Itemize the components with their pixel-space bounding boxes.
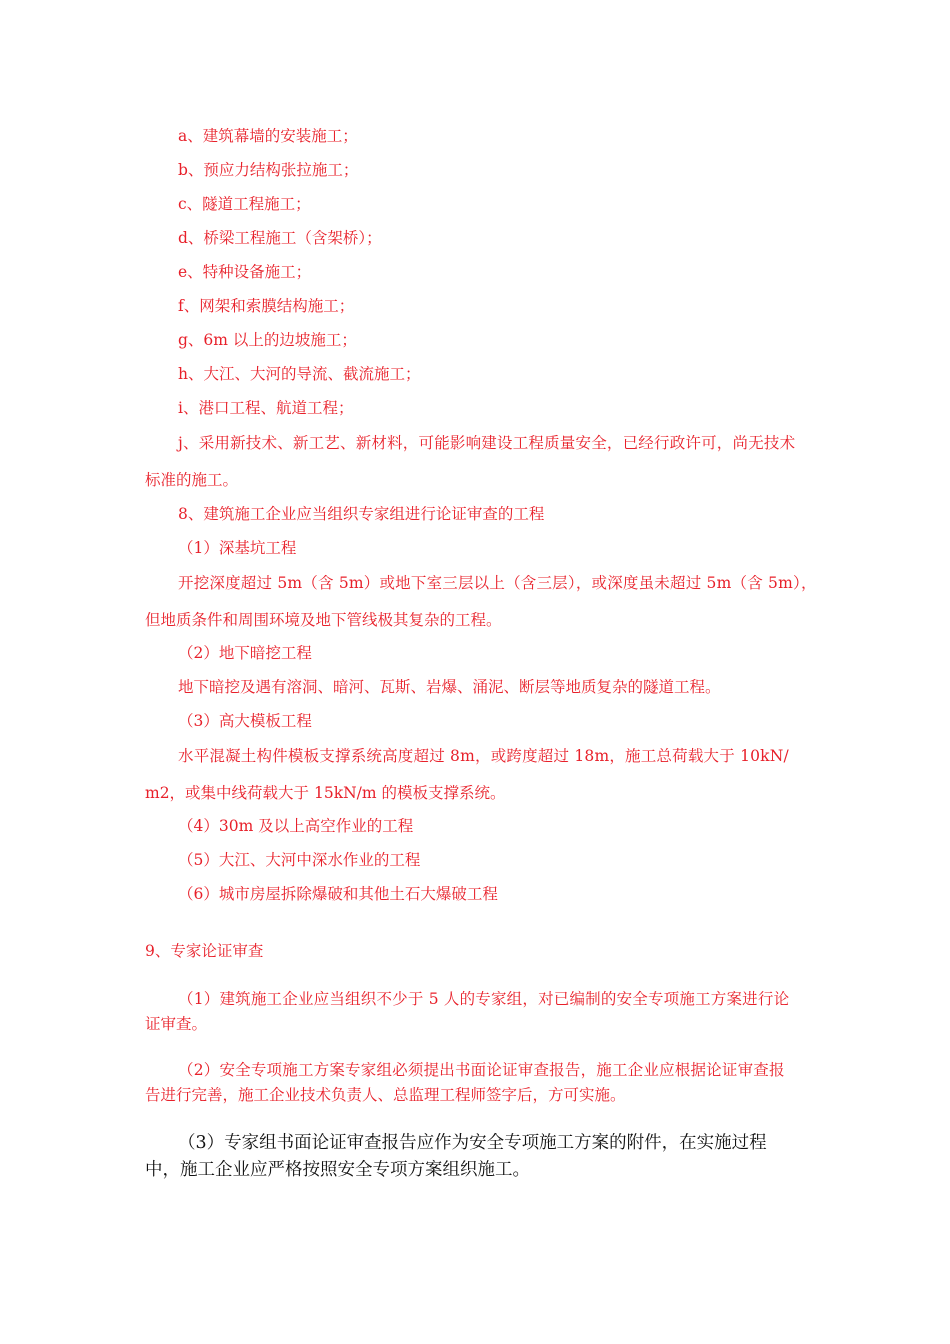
list-item-b: b、预应力结构张拉施工；: [178, 161, 359, 179]
section8-item2-title: （2）地下暗挖工程: [178, 644, 312, 662]
list-item-h: h、大江、大河的导流、截流施工；: [178, 365, 421, 383]
section8-item1-line1: 开挖深度超过 5m（含 5m）或地下室三层以上（含三层），或深度虽未超过 5m（含 5m），: [178, 574, 817, 592]
section9-title: 9、专家论证审查: [145, 942, 264, 960]
section9-item1-line2: 证审查。: [145, 1015, 208, 1033]
section8-item5-title: （5）大江、大河中深水作业的工程: [178, 851, 421, 869]
list-item-g: g、6m 以上的边坡施工；: [178, 331, 357, 349]
list-item-f: f、网架和索膜结构施工；: [178, 297, 355, 315]
section9-item2-line1: （2）安全专项施工方案专家组必须提出书面论证审查报告，施工企业应根据论证审查报: [178, 1061, 785, 1079]
section8-item1-title: （1）深基坑工程: [178, 539, 297, 557]
section9-item3-line1: （3）专家组书面论证审查报告应作为安全专项施工方案的附件，在实施过程: [178, 1133, 767, 1153]
section8-item6-title: （6）城市房屋拆除爆破和其他土石大爆破工程: [178, 885, 498, 903]
section9-item2-line2: 告进行完善，施工企业技术负责人、总监理工程师签字后，方可实施。: [145, 1086, 626, 1104]
section8-title: 8、建筑施工企业应当组织专家组进行论证审查的工程: [178, 505, 545, 523]
list-item-d: d、桥梁工程施工（含架桥）；: [178, 229, 382, 247]
list-item-j-line2: 标准的施工。: [145, 471, 239, 489]
list-item-i: i、港口工程、航道工程；: [178, 399, 354, 417]
list-item-c: c、隧道工程施工；: [178, 195, 311, 213]
section8-item3-line1: 水平混凝土构件模板支撑系统高度超过 8m，或跨度超过 18m，施工总荷载大于 10kN/: [178, 747, 789, 765]
section8-item3-line2: m2，或集中线荷载大于 15kN/m 的模板支撑系统。: [145, 784, 506, 802]
list-item-a: a、建筑幕墙的安装施工；: [178, 127, 358, 145]
list-item-j-line1: j、采用新技术、新工艺、新材料，可能影响建设工程质量安全，已经行政许可，尚无技术: [178, 434, 796, 452]
section8-item4-title: （4）30m 及以上高空作业的工程: [178, 817, 414, 835]
list-item-e: e、特种设备施工；: [178, 263, 312, 281]
section8-item2-line1: 地下暗挖及遇有溶洞、暗河、瓦斯、岩爆、涌泥、断层等地质复杂的隧道工程。: [178, 678, 721, 696]
section8-item3-title: （3）高大模板工程: [178, 712, 312, 730]
section9-item1-line1: （1）建筑施工企业应当组织不少于 5 人的专家组，对已编制的安全专项施工方案进行论: [178, 990, 790, 1008]
section8-item1-line2: 但地质条件和周围环境及地下管线极其复杂的工程。: [145, 611, 502, 629]
section9-item3-line2: 中，施工企业应严格按照安全专项方案组织施工。: [145, 1160, 530, 1180]
